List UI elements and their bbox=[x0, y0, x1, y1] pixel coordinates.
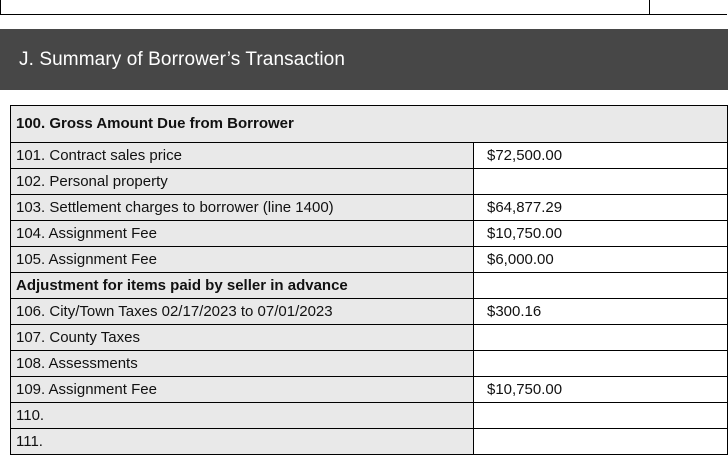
line-item-label: 109. Assignment Fee bbox=[11, 377, 474, 403]
line-item-amount bbox=[474, 169, 728, 195]
line-item-amount bbox=[474, 351, 728, 377]
table-row bbox=[11, 325, 728, 351]
line-item-amount bbox=[474, 325, 728, 351]
table-row bbox=[11, 221, 728, 247]
line-item-amount: $72,500.00 bbox=[474, 143, 728, 169]
line-item-label: 108. Assessments bbox=[11, 351, 474, 377]
line-item-label: 104. Assignment Fee bbox=[11, 221, 474, 247]
line-item-amount: $10,750.00 bbox=[474, 221, 728, 247]
line-item-label: Adjustment for items paid by seller in advance bbox=[11, 273, 474, 299]
table-row bbox=[11, 195, 728, 221]
line-item-amount bbox=[474, 273, 728, 299]
previous-table-bottom-edge bbox=[0, 0, 727, 15]
table-row bbox=[11, 247, 728, 273]
line-item-label: 105. Assignment Fee bbox=[11, 247, 474, 273]
line-item-amount: $10,750.00 bbox=[474, 377, 728, 403]
line-item-amount bbox=[474, 429, 728, 455]
line-item-label: 110. bbox=[11, 403, 474, 429]
line-item-label: 101. Contract sales price bbox=[11, 143, 474, 169]
table-row bbox=[11, 403, 728, 429]
table-row bbox=[11, 169, 728, 195]
line-item-amount: $300.16 bbox=[474, 299, 728, 325]
line-item-label: 103. Settlement charges to borrower (line 1400) bbox=[11, 195, 474, 221]
line-item-label: 111. bbox=[11, 429, 474, 455]
line-item-amount: $64,877.29 bbox=[474, 195, 728, 221]
line-item-label: 107. County Taxes bbox=[11, 325, 474, 351]
table-row bbox=[11, 377, 728, 403]
table-row bbox=[11, 299, 728, 325]
table-row bbox=[11, 429, 728, 455]
table-row bbox=[11, 143, 728, 169]
table-header-row bbox=[11, 106, 728, 143]
gross-amount-due-header: 100. Gross Amount Due from Borrower bbox=[11, 106, 728, 143]
table-row bbox=[11, 273, 728, 299]
line-item-label: 106. City/Town Taxes 02/17/2023 to 07/01/2023 bbox=[11, 299, 474, 325]
table-row bbox=[11, 351, 728, 377]
borrower-transaction-table bbox=[10, 105, 728, 455]
line-item-amount: $6,000.00 bbox=[474, 247, 728, 273]
section-header-j: J. Summary of Borrower’s Transaction bbox=[0, 29, 728, 90]
previous-table-column-divider bbox=[649, 0, 650, 14]
line-item-amount bbox=[474, 403, 728, 429]
line-item-label: 102. Personal property bbox=[11, 169, 474, 195]
